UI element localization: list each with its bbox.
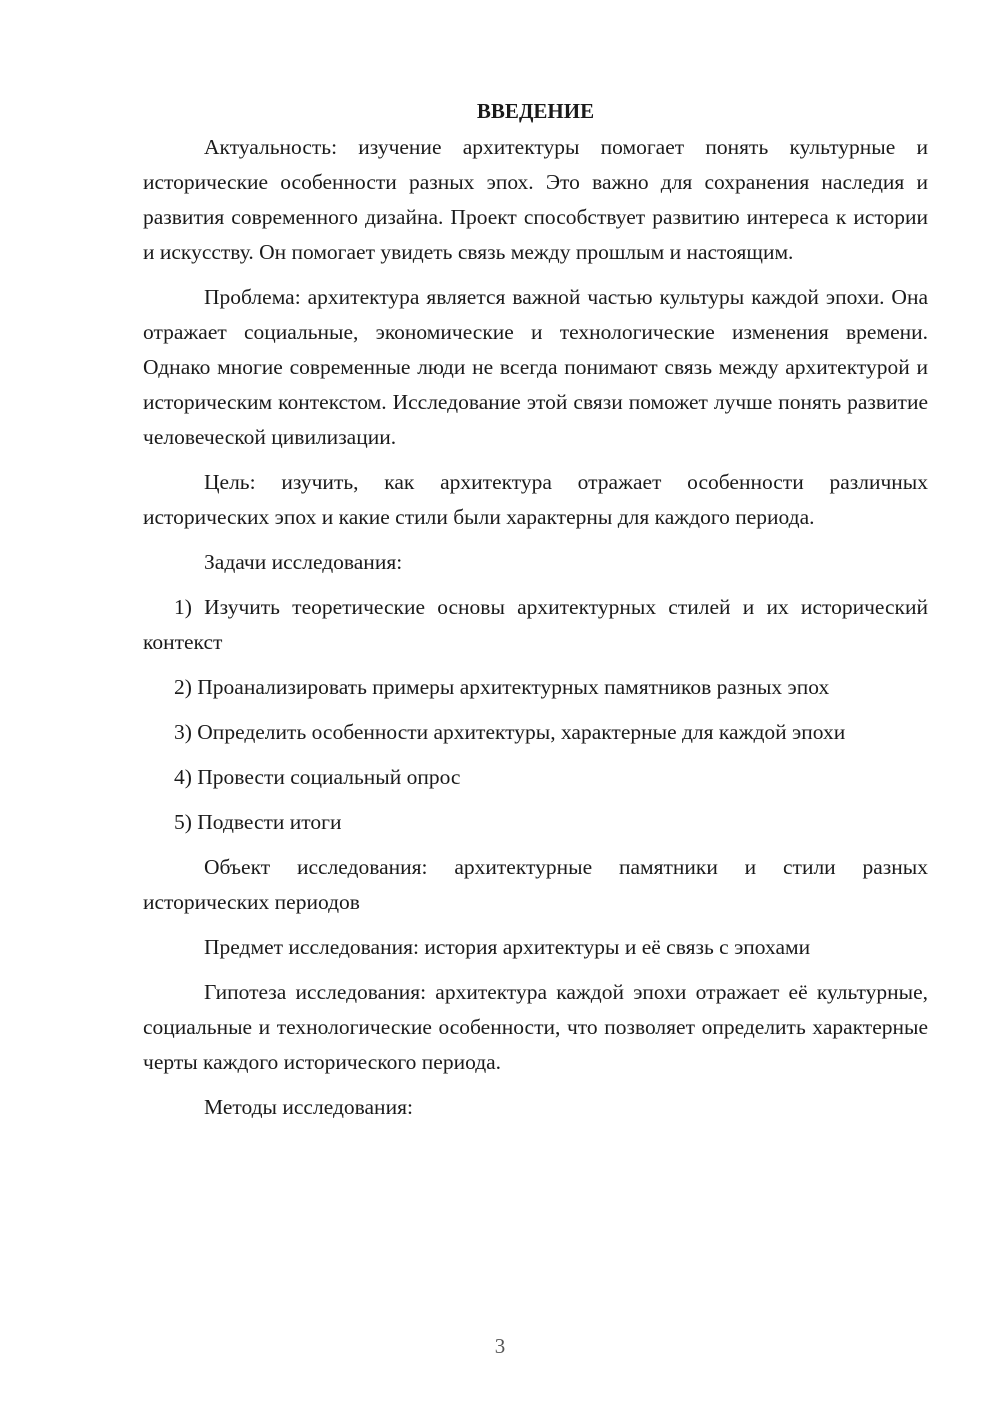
list-item: 3) Определить особенности архитектуры, характерные для каждой эпохи [174, 720, 846, 744]
list-item: 2) Проанализировать примеры архитектурных памятников разных эпох [174, 675, 830, 699]
page-title: ВВЕДЕНИЕ [476, 99, 595, 123]
problem-paragraph: Проблема: архитектура является важной частью культуры каждой эпохи. Она отражает социальные, экономические и технологические изменения времени. Однако многие современные люди не всегда понимают связь между архитектурой и историческим контекстом. Исследование этой связи поможет лучше понять развитие человеческой цивилизации. [143, 285, 928, 449]
hypothesis-paragraph: Гипотеза исследования: архитектура каждой эпохи отражает её культурные, социальные и технологические особенности, что позволяет определить характерные черты каждого исторического периода. [143, 980, 928, 1074]
list-item: 5) Подвести итоги [174, 810, 342, 834]
list-item: 4) Провести социальный опрос [174, 765, 461, 789]
document-page [143, 96, 928, 1135]
subject-paragraph: Предмет исследования: история архитектуры и её связь с эпохами [204, 935, 811, 959]
goal-paragraph: Цель: изучить, как архитектура отражает особенности различных исторических эпох и какие стили были характерны для каждого периода. [143, 470, 928, 529]
page-number: 3 [494, 1334, 506, 1358]
tasks-list [143, 590, 928, 840]
methods-heading: Методы исследования: [204, 1095, 413, 1119]
object-paragraph: Объект исследования: архитектурные памятники и стили разных исторических периодов [143, 855, 928, 914]
tasks-heading: Задачи исследования: [204, 550, 403, 574]
relevance-paragraph: Актуальность: изучение архитектуры помогает понять культурные и исторические особенности разных эпох. Это важно для сохранения наследия и развития современного дизайна. Проект способствует развитию интереса к истории и искусству. Он помогает увидеть связь между прошлым и настоящим. [143, 135, 928, 264]
list-item: 1) Изучить теоретические основы архитектурных стилей и их исторический контекст [143, 595, 928, 654]
